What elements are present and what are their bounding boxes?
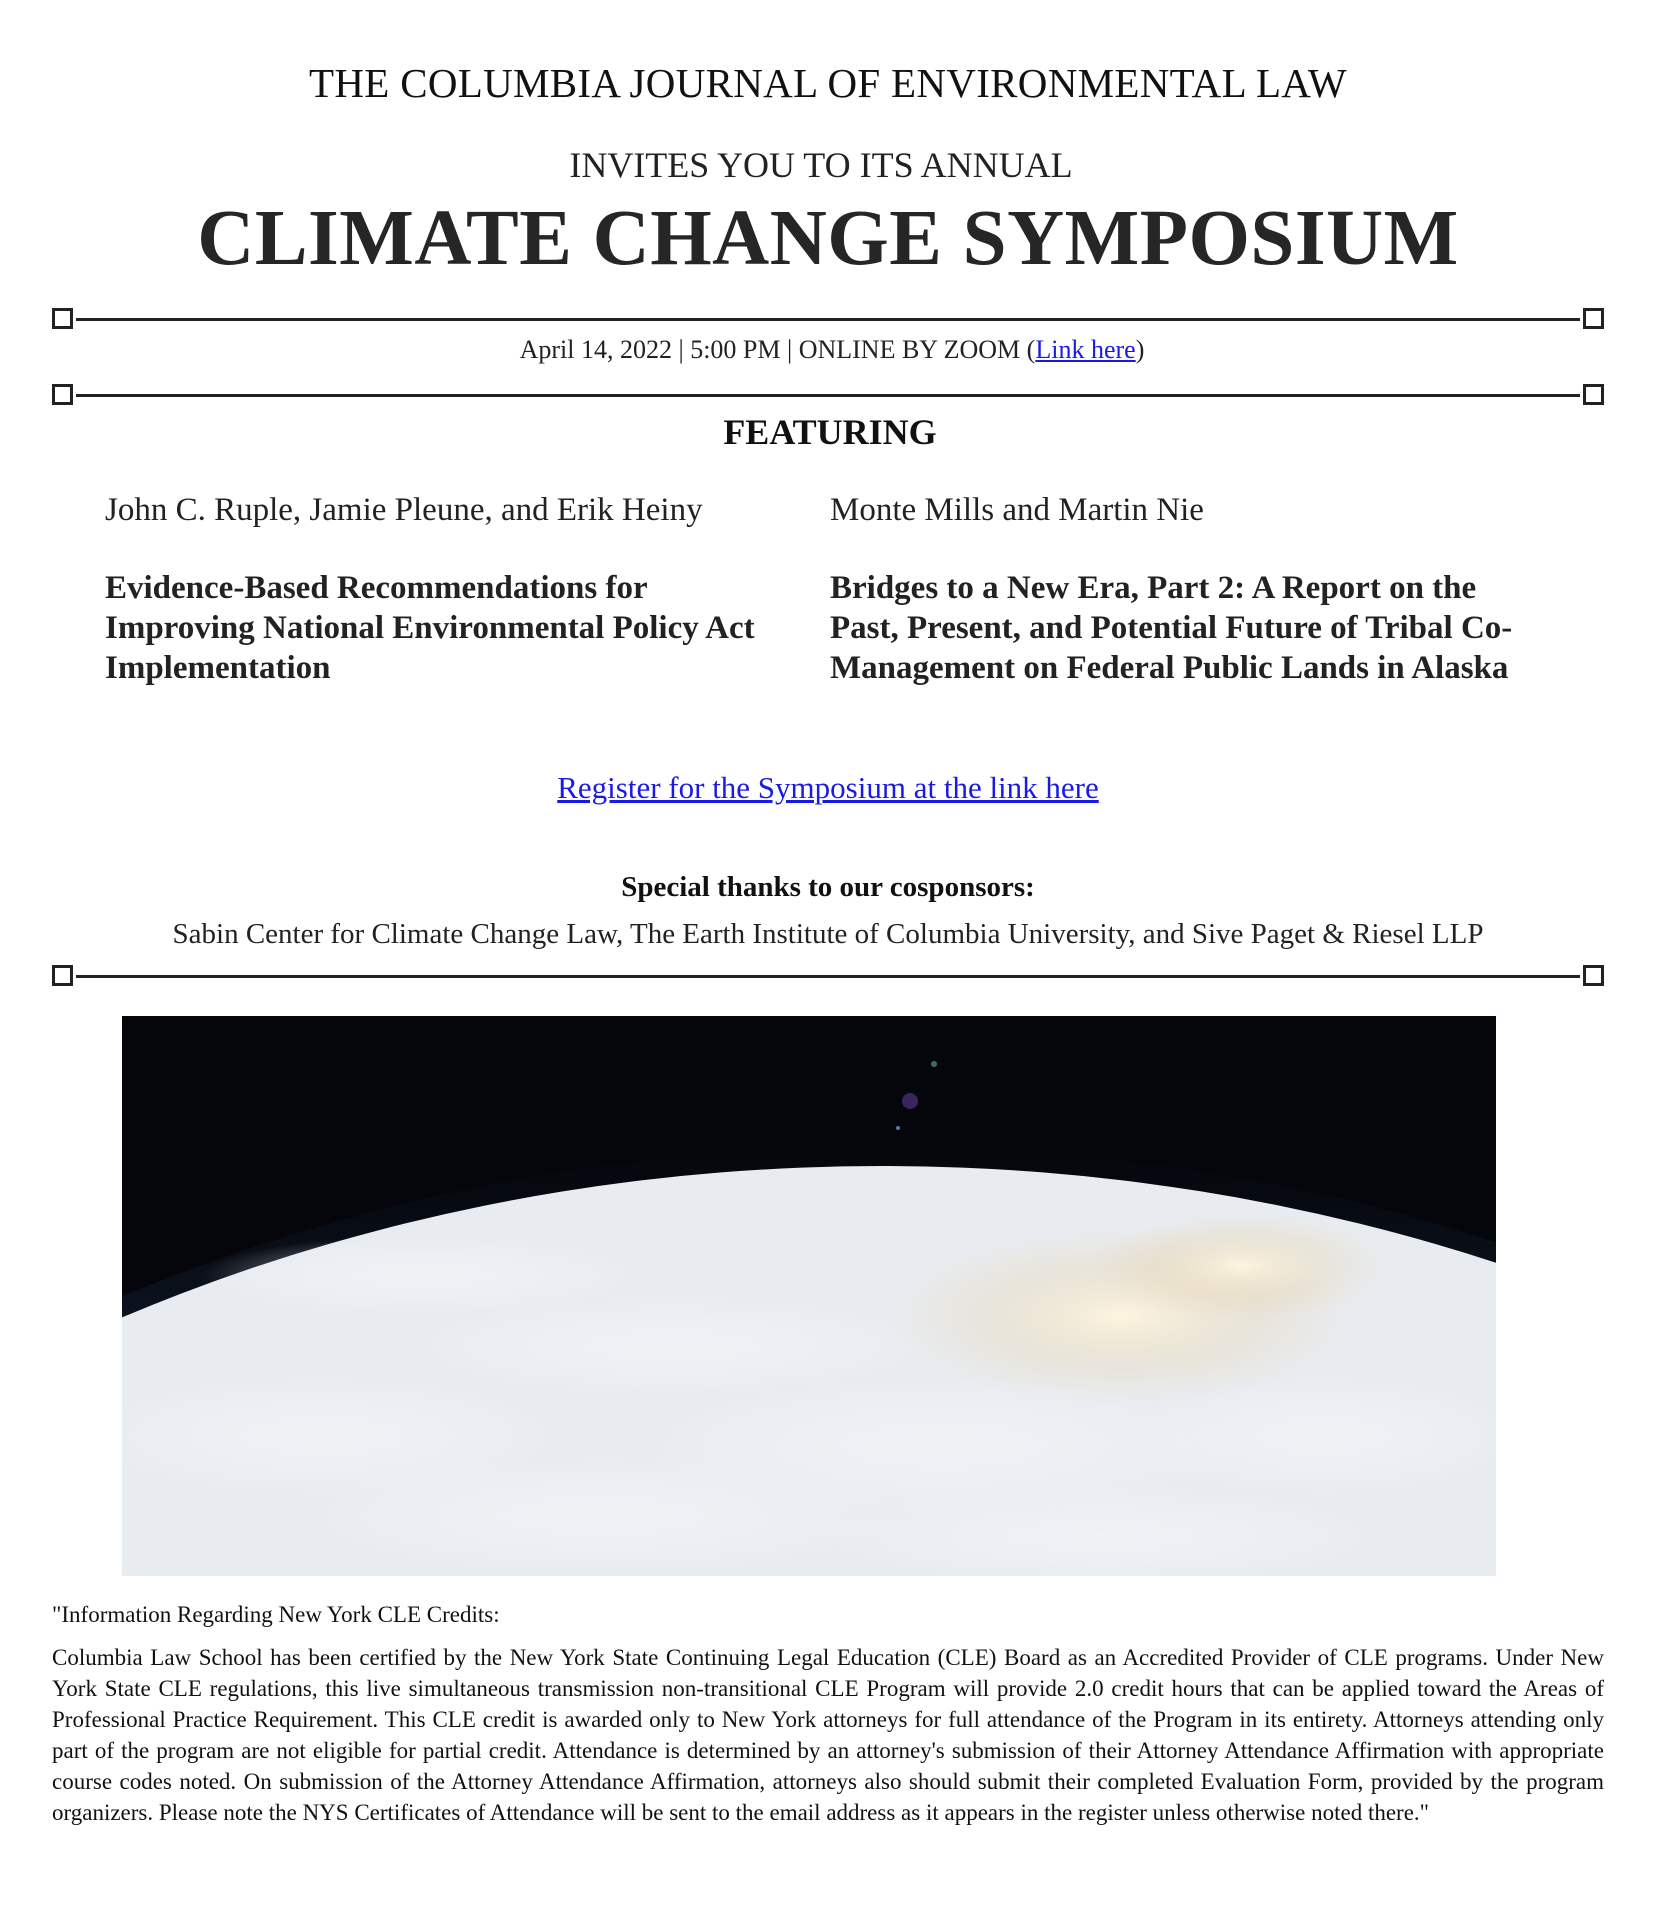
divider-rule [76,975,1580,978]
event-details-text: April 14, 2022 | 5:00 PM | ONLINE BY ZOOM ( [519,335,1036,364]
paper-title: Evidence-Based Recommendations for Improving National Environmental Policy Act Implementation [105,570,755,686]
divider-square-icon [1583,965,1604,986]
divider-square-icon [1583,308,1604,329]
divider-rule [76,394,1580,397]
event-title: CLIMATE CHANGE SYMPOSIUM [197,195,1459,282]
cosponsors-list: Sabin Center for Climate Change Law, The Earth Institute of Columbia University, and Sive Paget & Riesel LLP [172,918,1484,950]
divider-square-icon [52,384,73,405]
divider-square-icon [1583,384,1604,405]
cosponsors-heading: Special thanks to our cosponsors: [621,871,1035,903]
divider-square-icon [52,308,73,329]
cle-heading: "Information Regarding New York CLE Credits: [52,1602,500,1627]
divider-top [52,306,1604,334]
cle-body: Columbia Law School has been certified by the New York State Continuing Legal Education (CLE) Board as an Accredited Provider of CLE programs. Under New York State CLE regulations, this live simultaneous transmission non-transitional CLE Program will provide 2.0 credit hours that can be applied toward the Areas of Professional Practice Requirement. This CLE credit is awarded only to New York attorneys for full attendance of the Program in its entirety. Attorneys attending only part of the program are not eligible for partial credit. Attendance is determined by an attorney's submission of their Attorney Attendance Affirmation with appropriate course codes noted. On submission of the Attorney Attendance Affirmation, attorneys also should submit their completed Evaluation Form, provided by the program organizers. Please note the NYS Certificates of Attendance will be sent to the email address as it appears in the register unless otherwise noted there." [52,1645,1604,1825]
journal-title: THE COLUMBIA JOURNAL OF ENVIRONMENTAL LAW [309,60,1347,106]
register-row [0,768,1656,808]
divider-middle [52,382,1604,410]
featured-paper-left [105,490,755,688]
zoom-link[interactable]: Link here [1035,335,1136,364]
event-details [4,333,1656,367]
divider-square-icon [52,965,73,986]
featured-paper-right [830,490,1530,688]
invites-line: INVITES YOU TO ITS ANNUAL [569,145,1073,185]
divider-rule [76,318,1580,321]
earth-from-space-image [122,1016,1496,1576]
paper-authors: John C. Ruple, Jamie Pleune, and Erik Heiny [105,492,703,528]
featuring-heading: FEATURING [723,412,937,452]
divider-bottom [52,963,1604,991]
paper-authors: Monte Mills and Martin Nie [830,492,1204,528]
register-link[interactable]: Register for the Symposium at the link here [557,770,1099,805]
event-details-close: ) [1135,335,1145,364]
paper-title: Bridges to a New Era, Part 2: A Report on the Past, Present, and Potential Future of Tribal Co-Management on Federal Public Lands in Alaska [830,570,1513,686]
